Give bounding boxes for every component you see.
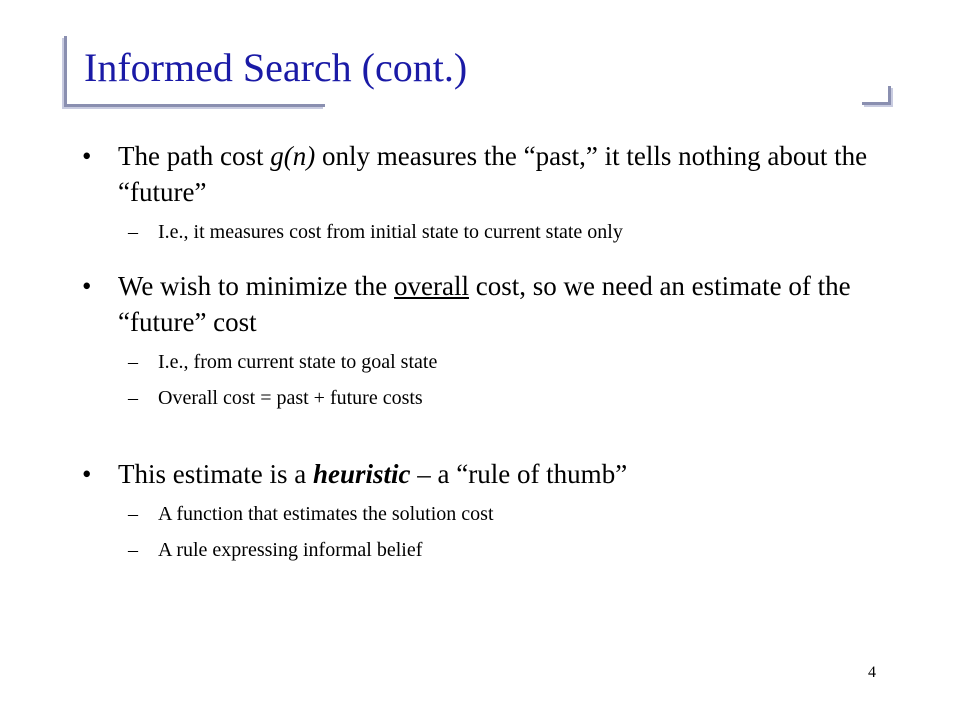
bullet-3-sub-2-text: A rule expressing informal belief [158, 539, 423, 561]
bullet-2-sub-2-text: Overall cost = past + future costs [158, 387, 423, 409]
bullet-1 [82, 138, 882, 210]
bullet-1-sub-1 [82, 218, 882, 246]
bullet-3-sub-1 [82, 500, 882, 528]
bullet-1-emphasis: g(n) [270, 141, 316, 171]
sub-dash: – [128, 221, 138, 243]
sub-dash: – [128, 387, 138, 409]
bullet-2-underlined-word: overall [394, 271, 469, 301]
bullet-2-text-end: cost, so we need an estimate of the “future” cost [118, 271, 851, 337]
title-bracket-bottom-right [862, 86, 891, 105]
bullet-1-sub-1-text: I.e., it measures cost from initial state to current state only [158, 221, 623, 243]
slide-body [82, 138, 882, 564]
bullet-2-sub-1 [82, 348, 882, 376]
bullet-3 [82, 456, 882, 492]
bullet-3-text-start: This estimate is a [118, 459, 313, 489]
bullet-3-strong-emphasis: heuristic [312, 459, 411, 489]
bullet-2 [82, 268, 882, 340]
sub-dash: – [128, 351, 138, 373]
bullet-1-text-start: The path cost [118, 141, 271, 171]
bullet-dot: • [82, 141, 92, 171]
page-number: 4 [868, 664, 876, 681]
bullet-dot: • [82, 459, 92, 489]
bullet-1-text-end: only measures the “past,” it tells nothing about the “future” [118, 141, 868, 207]
bullet-dot: • [82, 271, 92, 301]
sub-dash: – [128, 503, 138, 525]
bullet-2-sub-1-text: I.e., from current state to goal state [158, 351, 438, 373]
bullet-2-sub-2 [82, 384, 882, 412]
bullet-2-text-start: We wish to minimize the [118, 271, 395, 301]
slide-title: Informed Search (cont.) [84, 45, 468, 90]
sub-dash: – [128, 539, 138, 561]
bullet-3-text-end: – a “rule of thumb” [410, 459, 628, 489]
bullet-3-sub-1-text: A function that estimates the solution cost [158, 503, 494, 525]
bullet-3-sub-2 [82, 536, 882, 564]
